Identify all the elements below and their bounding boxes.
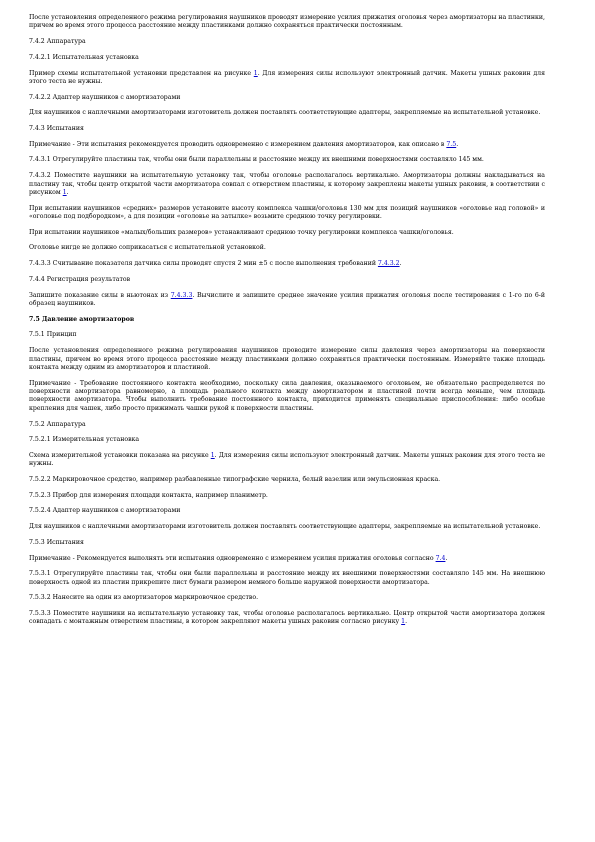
paragraph: 7.5.1 Принцип xyxy=(29,331,77,339)
paragraph-text: 7.4.3.2 Поместите наушники на испытательную установку так, чтобы оголовье располагалось вертикально. Амортизаторы должны накладываться на пластину так, чтобы центр открытой части амортизатора совпал с отверстием пластины, к которому закреплены макеты ушных раковин, в соответствии с рисунком xyxy=(29,172,545,196)
paragraph xyxy=(29,292,545,309)
paragraph: 7.5.2.1 Измерительная установка xyxy=(29,436,140,444)
paragraph xyxy=(29,260,545,268)
paragraph-text: . Вычислите и запишите среднее значение усилия прижатия оголовья после тестирования с 1-го по 6-й образец наушников. xyxy=(29,291,545,307)
paragraph: При испытании наушников «малых/больших размеров» устанавливают среднюю точку регулировки комплекса чашки/оголовья. xyxy=(29,228,454,236)
paragraph: Для наушников с наплечными амортизаторами изготовитель должен поставлять соответствующие адаптеры, закрепляемые на испытательной установке. xyxy=(29,523,541,531)
paragraph: 7.4.3 Испытания xyxy=(29,125,84,133)
paragraph-text: 7.5.3.3 Поместите наушники на испытательную установку так, чтобы оголовье располагалось вертикально. Центр открытой части амортизатора должен совпадать с монтажным отверстием пластины, в котором закрепляют макеты ушных раковин согласно рисунку xyxy=(29,610,545,626)
paragraph: 7.4.2.2 Адаптер наушников с амортизаторами xyxy=(29,93,181,101)
paragraph-text: Примечание - Рекомендуется выполнять эти испытания одновременно с измерением усилия прижатия оголовья согласно xyxy=(29,554,436,562)
paragraph: 7.5.3.2 Нанесите на один из амортизаторов маркировочное средство. xyxy=(29,594,259,602)
paragraph: После установления определенного режима регулирования наушников проводят измерение усилия прижатия оголовья через амортизаторы на пластинки, причем во время этого процесса расстояние между пластинками должно сохраняться практически постоянным. xyxy=(29,14,545,30)
cross-reference-link[interactable]: 7.4.3.3 xyxy=(170,291,193,299)
paragraph: Оголовье нигде не должно соприкасаться с испытательной установкой. xyxy=(29,244,266,252)
paragraph: 7.5.2.4 Адаптер наушников с амортизаторами xyxy=(29,507,181,515)
paragraph xyxy=(29,452,545,469)
cross-reference-link[interactable]: 1 xyxy=(401,618,406,626)
paragraph-text: . Для измерения силы используют электронный датчик. Макеты ушных раковин для этого теста не нужны. xyxy=(29,451,545,468)
cross-reference-link[interactable]: 7.4.3.2 xyxy=(377,260,400,268)
paragraph-text: Пример схемы испытательной установки представлен на рисунке xyxy=(29,69,254,77)
paragraph: 7.4.4 Регистрация результатов xyxy=(29,275,131,283)
paragraph xyxy=(29,172,545,197)
paragraph: 7.4.2.1 Испытательная установка xyxy=(29,53,139,61)
paragraph-text: Запишите показание силы в ньютонах из xyxy=(29,291,171,299)
paragraph xyxy=(29,555,545,563)
cross-reference-link[interactable]: 7.4 xyxy=(435,554,446,562)
paragraph: 7.5.2.2 Маркировочное средство, например разбавленные типографские чернила, белый вазелин или эмульсионная краска. xyxy=(29,476,441,484)
paragraph: Для наушников с наплечными амортизаторами изготовитель должен поставлять соответствующие адаптеры, закрепляемые на испытательной установке. xyxy=(29,109,541,117)
paragraph-text: . xyxy=(456,140,459,148)
paragraph: 7.5.2.3 Прибор для измерения площади контакта, например планиметр. xyxy=(29,491,268,499)
paragraph: 7.5 Давление амортизаторов xyxy=(29,315,135,323)
paragraph: 7.5.3.1 Отрегулируйте пластины так, чтобы они были параллельны и расстояние между их внешними поверхностями составляло 145 мм. На внешнюю поверхность одной из пластин прикрепите лист бумаги размером немного больше наружной поверхности амортизатора. xyxy=(29,570,545,586)
paragraph: При испытании наушников «средних» размеров установите высоту комплекса чашки/оголовья 130 мм для позиций наушников «оголовье над головой» и «оголовье под подбородком», а для позиции «оголовье на затылке» возьмите среднюю точку регулировки. xyxy=(29,204,545,221)
paragraph: Примечание - Требование постоянного контакта необходимо, поскольку сила давления, оказываемого оголовьем, не обязательно распределяется по поверхности амортизатора равномерно, а площадь реального контакта между амортизатором и пластиной почти всегда меньше, чем площадь поверхности амортизатора. Чтобы выполнить требование постоянного контакта, приходится применять специальные приспособления: либо особые крепления для чашек, либо просто прижимать чашки рукой к поверхности пластины. xyxy=(29,379,545,412)
paragraph-text: Схема измерительной установки показана на рисунке xyxy=(29,451,211,459)
paragraph xyxy=(29,610,545,627)
paragraph: 7.4.2 Аппаратура xyxy=(29,38,86,46)
paragraph-text: Примечание - Эти испытания рекомендуется проводить одновременно с измерением давления амортизаторов, как описано в xyxy=(29,140,447,148)
paragraph: 7.4.3.1 Отрегулируйте пластины так, чтобы они были параллельны и расстояние между их внешними поверхностями составляло 145 мм. xyxy=(29,156,484,164)
cross-reference-link[interactable]: 1 xyxy=(210,451,215,459)
paragraph-text: . xyxy=(66,188,69,196)
paragraph-text: . xyxy=(445,554,448,562)
paragraph: После установления определенного режима регулирования наушников проводите измерение силы давления через амортизаторы на поверхности пластины, причем во время этого процесса расстояние между пластинками должно сохраняться практически постоянным. Измеряйте также площадь контакта между одним из амортизаторов и пластиной. xyxy=(29,347,545,371)
paragraph: 7.5.3 Испытания xyxy=(29,538,84,546)
paragraph xyxy=(29,141,545,149)
paragraph-text: . Для измерения силы используют электронный датчик. Макеты ушных раковин для этого теста не нужны. xyxy=(29,69,545,85)
paragraph: 7.5.2 Аппаратура xyxy=(29,420,86,428)
paragraph-text: 7.4.3.3 Считывание показателя датчика силы проводят спустя 2 мин ±5 с после выполнения требований xyxy=(29,260,378,268)
paragraph-text: . xyxy=(405,618,408,626)
cross-reference-link[interactable]: 1 xyxy=(253,69,258,77)
paragraph-text: . xyxy=(399,260,402,268)
cross-reference-link[interactable]: 1 xyxy=(62,188,67,196)
cross-reference-link[interactable]: 7.5 xyxy=(446,140,457,148)
paragraph xyxy=(29,70,545,87)
